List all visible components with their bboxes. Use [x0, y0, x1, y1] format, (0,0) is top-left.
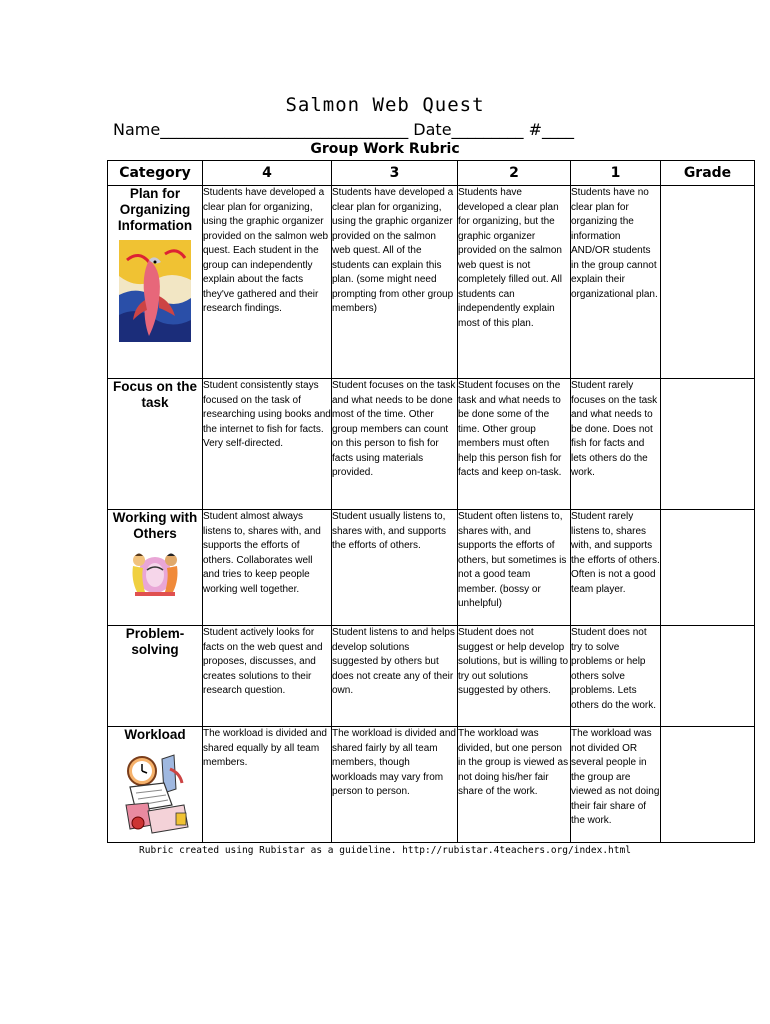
category-label: Focus on the task — [113, 379, 197, 410]
rubric-cell-score-3: Student usually listens to, shares with, and supports the efforts of others. — [332, 510, 458, 626]
grade-cell — [661, 727, 755, 843]
people-working-clipart-icon — [129, 548, 181, 598]
rubric-cell-score-2: Student focuses on the task and what needs to be done some of the time. Other group members must often help this person fish for facts and keep on-task. — [458, 379, 571, 510]
table-row — [108, 186, 755, 379]
table-row — [108, 510, 755, 626]
category-label: Problem-solving — [125, 626, 185, 657]
rubric-footer-note: Rubric created using Rubistar as a guideline. http://rubistar.4teachers.org/index.html — [139, 845, 631, 856]
rubric-cell-score-3: Students have developed a clear plan for organizing, using the graphic organizer provided on the salmon web quest. All of the students can explain this plan. (some might need prompting from other group members) — [332, 186, 458, 379]
salmon-clipart-icon — [119, 240, 191, 342]
grade-cell — [661, 626, 755, 727]
rubric-cell-score-1: Students have no clear plan for organizing the information AND/OR students in the group cannot explain their organizational plan. — [571, 186, 661, 379]
rubric-cell-score-3: Student listens to and helps develop solutions suggested by others but does not create any of their own. — [332, 626, 458, 727]
name-date-line: Name_______________________________ Date_________ #____ — [113, 120, 575, 139]
page-title: Salmon Web Quest — [285, 94, 485, 116]
rubric-cell-score-4: Student almost always listens to, shares with, and supports the efforts of others. Collaborates well and tries to keep people working well together. — [203, 510, 332, 626]
table-row — [108, 626, 755, 727]
category-label: Workload — [124, 727, 186, 742]
rubric-subtitle: Group Work Rubric — [310, 141, 460, 157]
category-cell — [108, 626, 203, 727]
rubric-table — [107, 160, 755, 843]
workload-clipart-icon — [118, 749, 192, 839]
header-row — [108, 161, 755, 186]
rubric-cell-score-1: Student rarely focuses on the task and what needs to be done. Does not fish for facts and lets others do the work. — [571, 379, 661, 510]
rubric-cell-score-1: The workload was not divided OR several people in the group are viewed as not doing their fair share of the work. — [571, 727, 661, 843]
category-cell — [108, 379, 203, 510]
column-header-3: 3 — [332, 161, 458, 186]
rubric-cell-score-3: Student focuses on the task and what needs to be done most of the time. Other group members can count on this person to fish for facts using materials provided. — [332, 379, 458, 510]
grade-cell — [661, 186, 755, 379]
column-header-grade: Grade — [661, 161, 755, 186]
category-cell — [108, 510, 203, 626]
category-cell — [108, 727, 203, 843]
grade-cell — [661, 510, 755, 626]
rubric-cell-score-4: The workload is divided and shared equally by all team members. — [203, 727, 332, 843]
rubric-cell-score-2: The workload was divided, but one person in the group is viewed as not doing his/her fair share of the work. — [458, 727, 571, 843]
rubric-cell-score-2: Student does not suggest or help develop solutions, but is willing to try out solutions suggested by others. — [458, 626, 571, 727]
column-header-4: 4 — [203, 161, 332, 186]
rubric-cell-score-1: Student does not try to solve problems or help others solve problems. Lets others do the work. — [571, 626, 661, 727]
rubric-cell-score-3: The workload is divided and shared fairly by all team members, though workloads may vary from person to person. — [332, 727, 458, 843]
category-label: Plan for Organizing Information — [117, 186, 193, 233]
rubric-cell-score-4: Student actively looks for facts on the web quest and proposes, discusses, and creates solutions to their research question. — [203, 626, 332, 727]
rubric-cell-score-2: Student often listens to, shares with, and supports the efforts of others, but sometimes is not a good team member. (bossy or unhelpful) — [458, 510, 571, 626]
table-row — [108, 379, 755, 510]
column-header-1: 1 — [571, 161, 661, 186]
rubric-cell-score-2: Students have developed a clear plan for organizing, but the graphic organizer provided on the salmon web quest is not completely filled out. All students can independently explain most of this plan. — [458, 186, 571, 379]
category-label: Working with Others — [112, 510, 198, 541]
table-row — [108, 727, 755, 843]
grade-cell — [661, 379, 755, 510]
column-header-2: 2 — [458, 161, 571, 186]
rubric-cell-score-4: Students have developed a clear plan for organizing, using the graphic organizer provided on the salmon web quest. Each student in the group can independently explain about the facts they've gathered and their research findings. — [203, 186, 332, 379]
category-cell — [108, 186, 203, 379]
column-header-category: Category — [108, 161, 203, 186]
rubric-cell-score-1: Student rarely listens to, shares with, and supports the efforts of others. Often is not a good team player. — [571, 510, 661, 626]
rubric-cell-score-4: Student consistently stays focused on the task of researching using books and the internet to fish for facts. Very self-directed. — [203, 379, 332, 510]
